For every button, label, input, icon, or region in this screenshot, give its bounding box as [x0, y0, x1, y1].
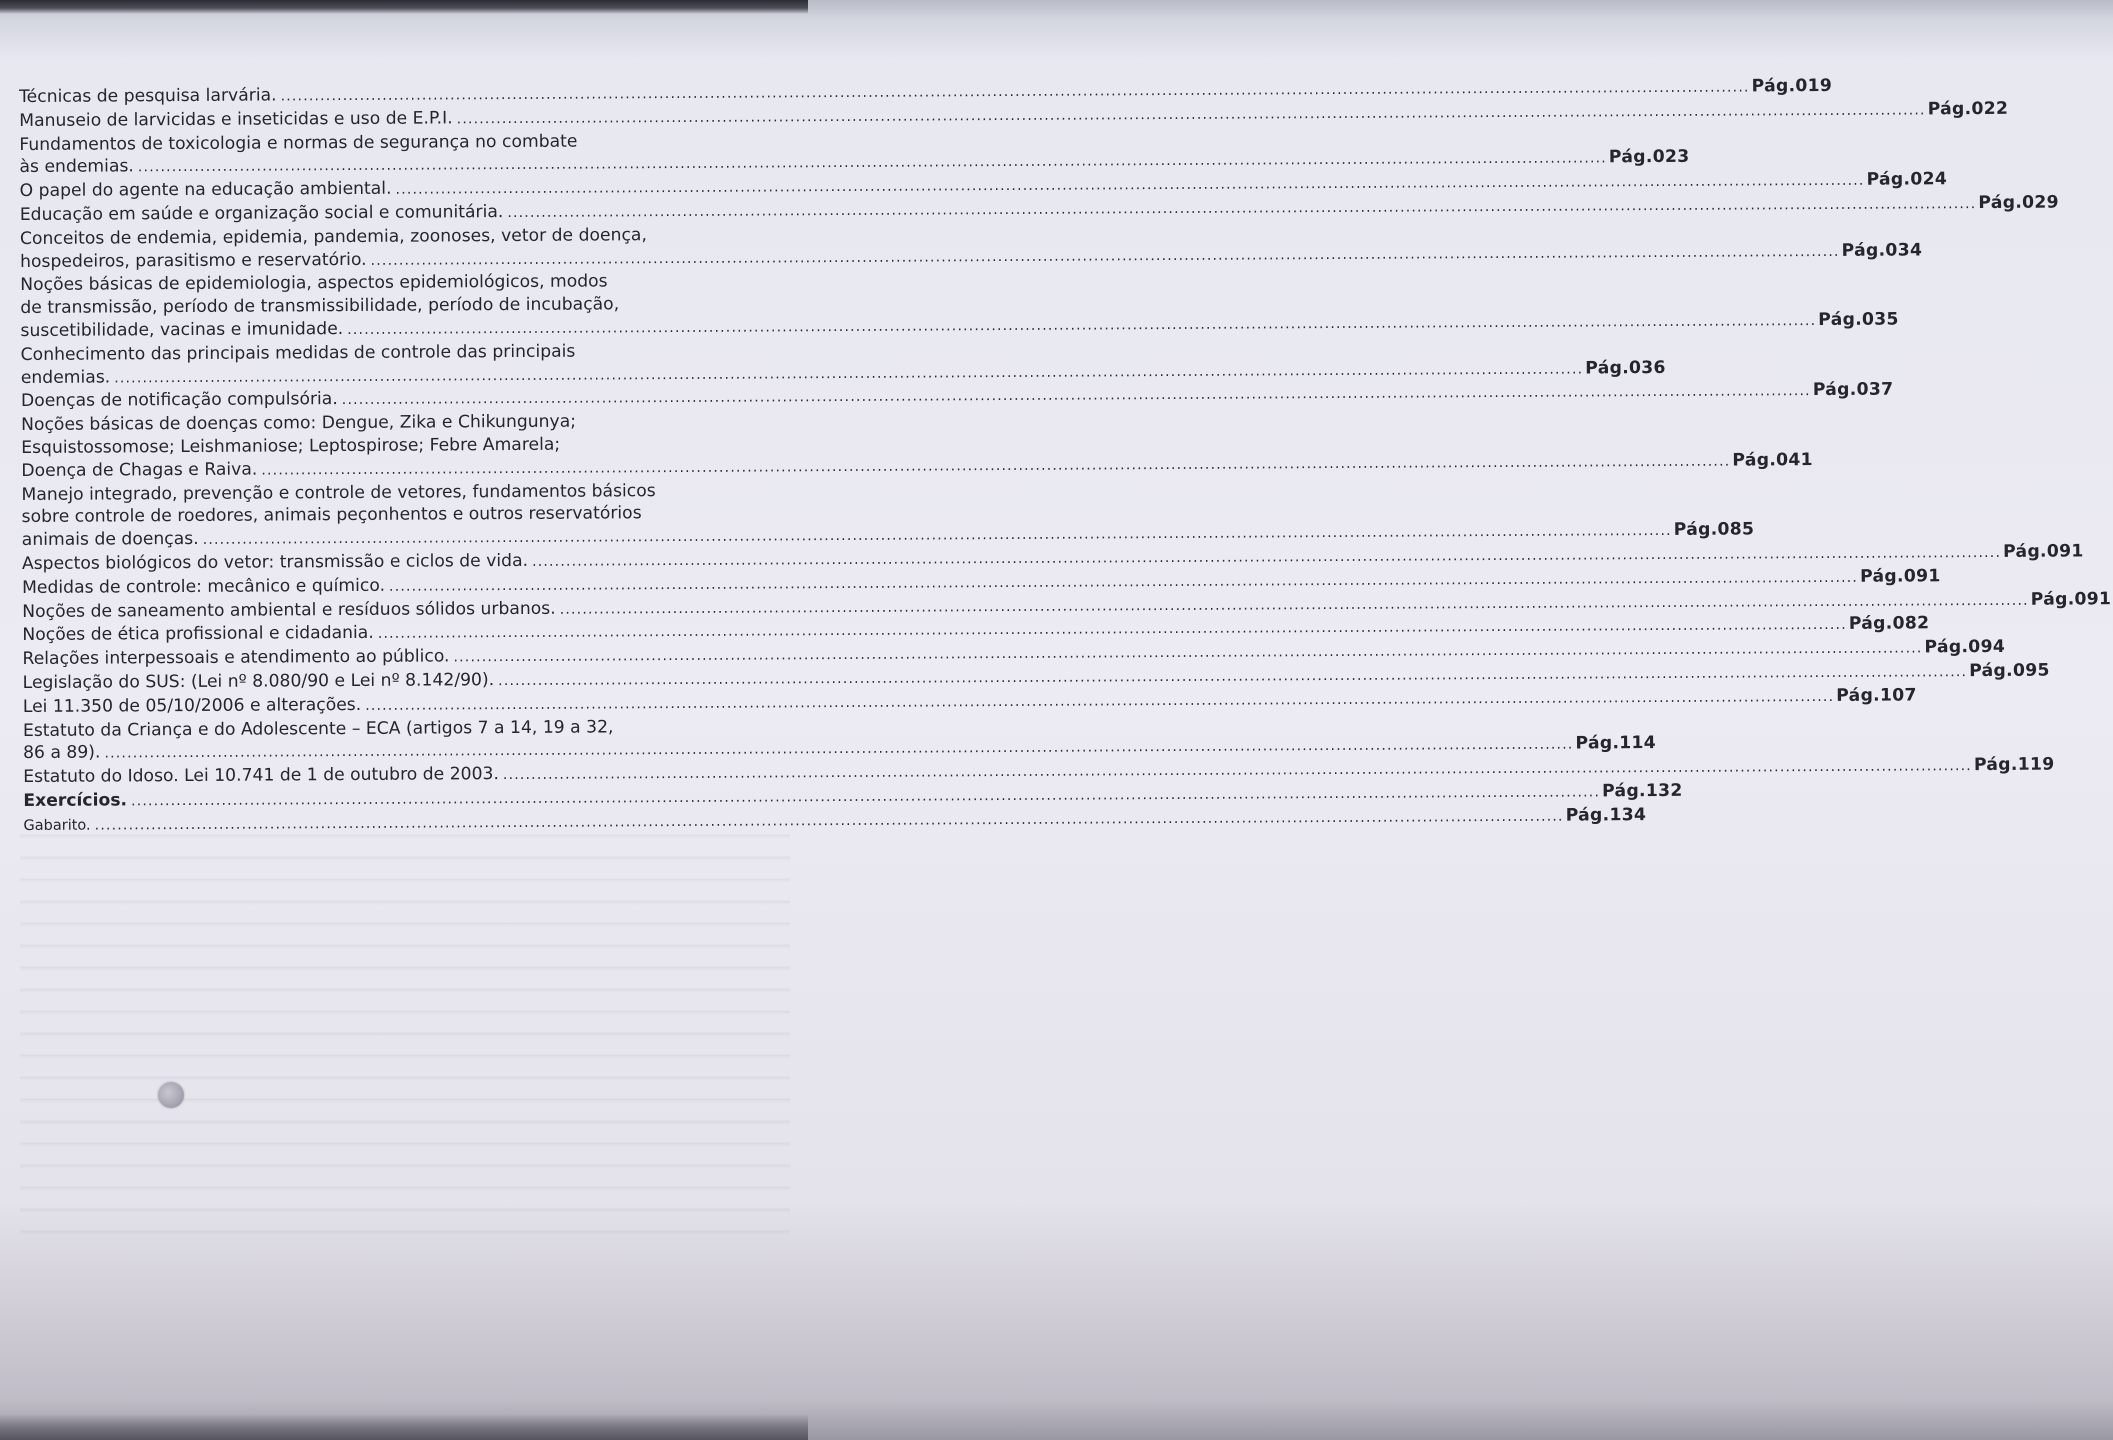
toc-entry-title: endemias.: [20, 367, 111, 388]
toc-page-number: Pág.094: [1924, 637, 2006, 658]
toc-entry-final-line: [22, 685, 1917, 719]
toc-entry-final-line: [20, 309, 1899, 343]
toc-entry: [21, 541, 2084, 576]
toc-entry-title: Doença de Chagas e Raiva.: [21, 459, 258, 481]
toc-page-number: Pág.024: [1866, 169, 1948, 190]
dot-leader: ....................................................................................................................................................................................................................................................................: [137, 150, 1607, 176]
toc-entry-final-line: [23, 780, 1683, 813]
toc-page-number: Pág.022: [1927, 98, 2009, 120]
toc-page-number: Pág.034: [1841, 239, 1923, 261]
toc-entry-final-line: [21, 541, 2084, 576]
dot-leader: ....................................................................................................................................................................................................................................................................: [347, 312, 1817, 338]
toc-page-number: Pág.023: [1608, 147, 1690, 168]
toc-page-number: Pág.091: [2003, 541, 2084, 562]
toc-entry-title: suscetibilidade, vacinas e imunidade.: [20, 318, 344, 341]
toc-entry-final-line: [23, 804, 1647, 837]
toc-page-number: Pág.041: [1732, 449, 1813, 471]
dot-leader: ....................................................................................................................................................................................................................................................................: [395, 172, 1865, 198]
toc-entry-line: Estatuto da Criança e do Adolescente – ECA (artigos 7 a 14, 19 a 32,: [22, 716, 614, 741]
dot-leader: ....................................................................................................................................................................................................................................................................: [341, 383, 1811, 409]
toc-entry-line: Noções básicas de doenças como: Dengue, Zika e Chikungunya;: [21, 411, 577, 436]
toc-entry-title: 86 a 89).: [23, 742, 101, 764]
page-top-shadow: [0, 0, 808, 14]
toc-page-number: Pág.134: [1565, 804, 1647, 826]
dot-leader: ....................................................................................................................................................................................................................................................................: [507, 196, 1977, 222]
toc-entry-final-line: [22, 566, 1941, 600]
dot-leader: ....................................................................................................................................................................................................................................................................: [261, 453, 1731, 479]
toc-entry-final-line: [20, 357, 1666, 390]
toc-page-number: Pág.029: [1978, 192, 2059, 214]
bleed-through-texture: [20, 820, 790, 1250]
dot-leader: ....................................................................................................................................................................................................................................................................: [94, 808, 1564, 834]
toc-entry-line: sobre controle de roedores, animais peçonhentos e outros reservatórios: [21, 503, 642, 528]
toc-entry: [19, 75, 1833, 109]
toc-entry-line: Fundamentos de toxicologia e normas de segurança no combate: [19, 131, 578, 155]
toc-entry: [20, 379, 1894, 414]
toc-entry-final-line: [22, 660, 2050, 695]
toc-entry-final-line: [19, 169, 1948, 204]
dot-leader: ....................................................................................................................................................................................................................................................................: [453, 640, 1923, 666]
toc-page-number: Pág.035: [1818, 309, 1899, 330]
toc-entry-title: Exercícios.: [23, 790, 128, 811]
toc-entry: [21, 410, 1813, 484]
toc-entry-title: às endemias.: [19, 156, 134, 178]
dot-leader: ....................................................................................................................................................................................................................................................................: [114, 361, 1584, 386]
toc-entry-line: Noções básicas de epidemiologia, aspectos epidemiológicos, modos: [20, 271, 608, 296]
dot-leader: ....................................................................................................................................................................................................................................................................: [280, 79, 1750, 105]
toc-page-number: Pág.114: [1575, 733, 1657, 754]
toc-page-number: Pág.082: [1848, 613, 1930, 635]
toc-entry-title: Educação em saúde e organização social e comunitária.: [19, 202, 504, 225]
toc-entry: [19, 129, 1690, 180]
toc-entry-final-line: [19, 192, 2059, 227]
toc-entry: [22, 685, 1917, 719]
toc-entry-final-line: [19, 147, 1690, 180]
toc-page-number: Pág.036: [1585, 357, 1666, 379]
toc-page-number: Pág.091: [2030, 588, 2112, 610]
dot-leader: ....................................................................................................................................................................................................................................................................: [365, 688, 1835, 714]
toc-entry: [22, 637, 2006, 672]
punch-hole: [158, 1082, 184, 1108]
toc-entry: [22, 613, 1930, 648]
toc-entry: [19, 98, 2009, 133]
toc-entry: [23, 754, 2055, 790]
toc-entry-title: Relações interpessoais e atendimento ao público.: [22, 646, 450, 670]
toc-entry-title: O papel do agente na educação ambiental.: [19, 178, 392, 202]
dot-leader: ....................................................................................................................................................................................................................................................................: [559, 592, 2029, 618]
toc-entry: [22, 715, 1657, 766]
toc-entry: [20, 270, 1899, 344]
dot-leader: ....................................................................................................................................................................................................................................................................: [370, 243, 1840, 269]
toc-entry: [19, 169, 1948, 204]
toc-entry: [20, 339, 1666, 390]
toc-entry-line: Esquistossomose; Leishmaniose; Leptospirose; Febre Amarela;: [21, 434, 561, 458]
dot-leader: ....................................................................................................................................................................................................................................................................: [498, 664, 1968, 690]
toc-page-number: Pág.119: [1973, 754, 2055, 776]
toc-entry-title: animais de doenças.: [21, 529, 199, 551]
toc-entry: [21, 479, 1755, 553]
toc-entry-final-line: [21, 519, 1755, 553]
toc-entry: [19, 192, 2059, 227]
dot-leader: ....................................................................................................................................................................................................................................................................: [202, 523, 1672, 549]
toc-entry-final-line: [20, 379, 1894, 414]
toc-page-number: Pág.132: [1602, 780, 1683, 802]
toc-entry: [22, 566, 1941, 600]
toc-entry-final-line: [23, 754, 2055, 790]
toc-entry-final-line: [22, 637, 2006, 672]
toc-entry-title: Manuseio de larvicidas e inseticidas e uso de E.P.I.: [19, 108, 453, 131]
toc-entry-title: Técnicas de pesquisa larvária.: [19, 85, 277, 107]
toc-entry-final-line: [19, 98, 2009, 133]
toc-entry-final-line: [23, 733, 1657, 766]
toc-entry-final-line: [21, 449, 1813, 483]
dot-leader: ....................................................................................................................................................................................................................................................................: [104, 736, 1574, 762]
toc-entry-title: Noções de ética profissional e cidadania.: [22, 623, 374, 646]
toc-entry: [19, 223, 1923, 274]
toc-entry-final-line: [20, 239, 1923, 274]
toc-entry-final-line: [19, 75, 1833, 109]
dot-leader: ....................................................................................................................................................................................................................................................................: [388, 569, 1859, 595]
toc-entry-title: Doenças de notificação compulsória.: [20, 389, 338, 412]
toc-entry-title: Noções de saneamento ambiental e resíduos sólidos urbanos.: [22, 598, 556, 622]
toc-entry-title: Lei 11.350 de 05/10/2006 e alterações.: [22, 694, 362, 717]
dot-leader: ....................................................................................................................................................................................................................................................................: [377, 617, 1847, 643]
toc-page-number: Pág.037: [1812, 379, 1894, 401]
toc-entry-title: Gabarito.: [23, 817, 91, 834]
toc-entry-title: Medidas de controle: mecânico e químico.: [22, 575, 386, 598]
toc-entry-title: hospedeiros, parasitismo e reservatório.: [20, 249, 367, 272]
toc-entry-line: Conhecimento das principais medidas de controle das principais: [20, 341, 576, 365]
toc-page-number: Pág.019: [1751, 75, 1833, 97]
dot-leader: ....................................................................................................................................................................................................................................................................: [532, 544, 2002, 570]
toc-entry: [22, 660, 2050, 695]
toc-entry-title: Estatuto do Idoso. Lei 10.741 de 1 de outubro de 2003.: [23, 764, 499, 788]
toc-entry: [23, 780, 1683, 813]
dot-leader: ....................................................................................................................................................................................................................................................................: [131, 784, 1601, 810]
page-bottom-shadow: [0, 1414, 808, 1440]
toc-page-number: Pág.091: [1860, 566, 1941, 587]
toc-entry: [23, 804, 1647, 837]
toc-entry-title: Legislação do SUS: (Lei nº 8.080/90 e Lei nº 8.142/90).: [22, 670, 495, 693]
toc-page-number: Pág.107: [1836, 685, 1917, 706]
toc-entry-line: Manejo integrado, prevenção e controle de vetores, fundamentos básicos: [21, 480, 656, 505]
toc-entry-title: Aspectos biológicos do vetor: transmissão e ciclos de vida.: [21, 550, 529, 574]
toc-entry-line: de transmissão, período de transmissibilidade, período de incubação,: [20, 294, 620, 319]
toc-entry-line: Conceitos de endemia, epidemia, pandemia, zoonoses, vetor de doença,: [19, 224, 647, 249]
dot-leader: ....................................................................................................................................................................................................................................................................: [456, 102, 1926, 128]
toc-page-number: Pág.085: [1673, 519, 1755, 541]
dot-leader: ....................................................................................................................................................................................................................................................................: [502, 758, 1972, 784]
toc-entry-final-line: [22, 613, 1930, 648]
toc-page-number: Pág.095: [1969, 660, 2050, 682]
table-of-contents: [19, 75, 2112, 837]
